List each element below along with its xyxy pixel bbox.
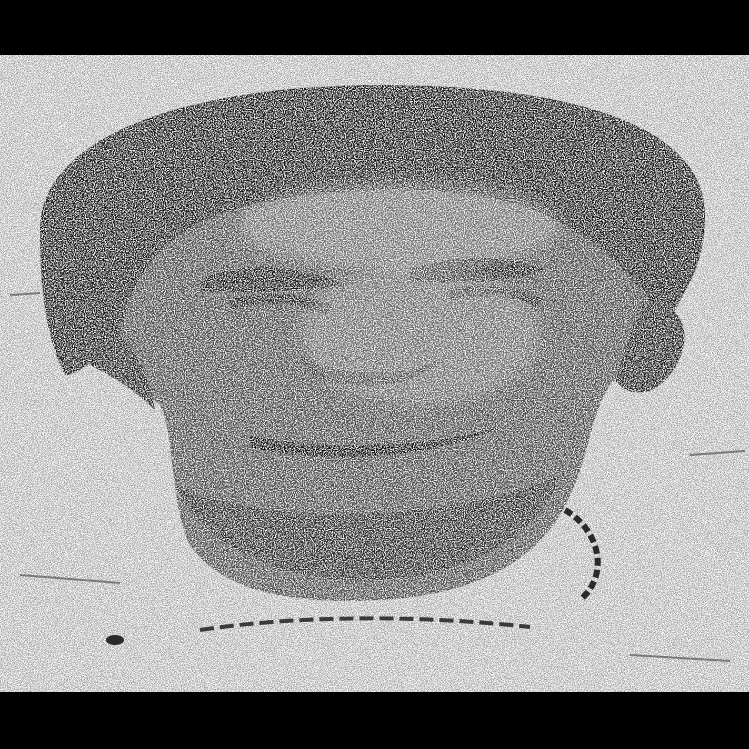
letterbox-top [0, 0, 749, 55]
cheek-highlight [300, 265, 540, 405]
portrait-photo [0, 55, 749, 692]
ink-blot [106, 635, 124, 645]
forehead-highlight [240, 180, 560, 270]
letterbox-bottom [0, 692, 749, 749]
